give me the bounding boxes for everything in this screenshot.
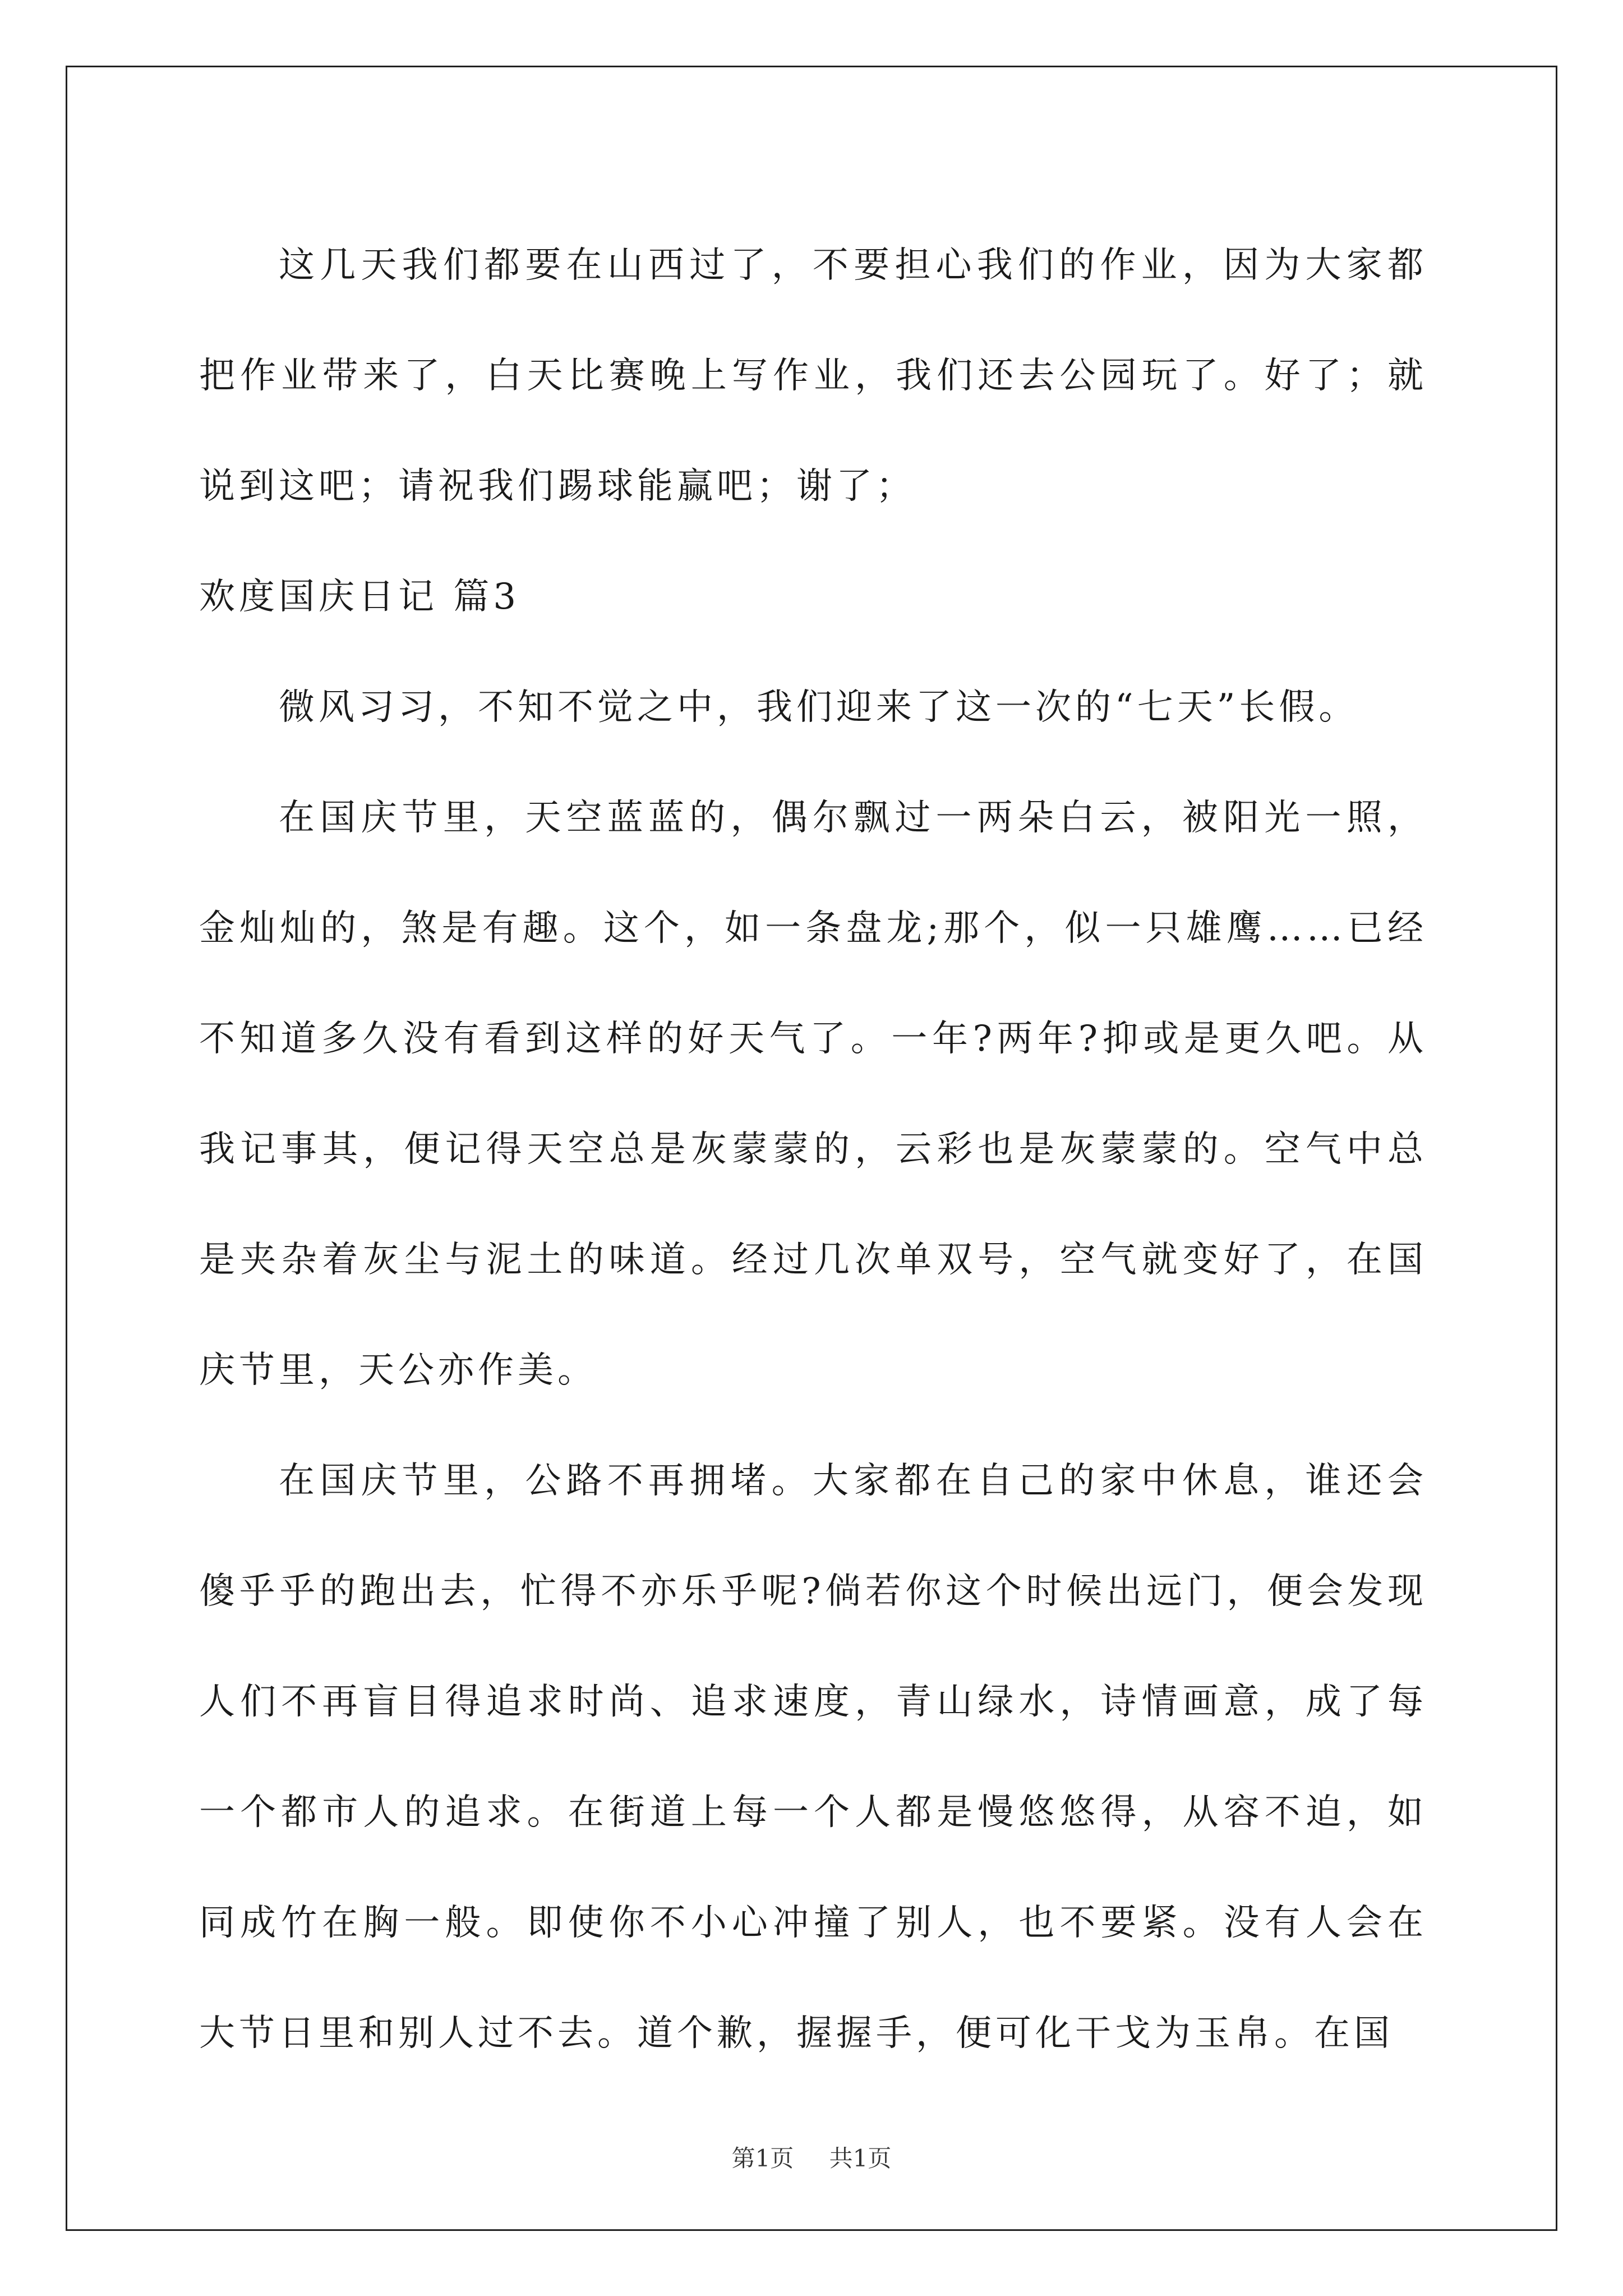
document-body: [199, 210, 1427, 2089]
paragraph-1: 微风习习，不知不觉之中，我们迎来了这一次的“七天”长假。: [279, 687, 1359, 728]
section-heading: 欢度国庆日记 篇3: [199, 576, 520, 618]
paragraph-intro: 这几天我们都要在山西过了，不要担心我们的作业，因为大家都把作业带来了，白天比赛晚上写作业，我们还去公园玩了。好了；就说到这吧；请祝我们踢球能赢吧；谢了；: [199, 245, 1427, 507]
page-number: 第1页: [731, 2145, 794, 2172]
page-footer: [0, 2140, 1623, 2174]
paragraph-3: 在国庆节里，公路不再拥堵。大家都在自己的家中休息，谁还会傻乎乎的跑出去，忙得不亦乐乎呢?倘若你这个时候出远门，便会发现人们不再盲目得追求时尚、追求速度，青山绿水，诗情画意，成了每一个都市人的追求。在街道上每一个人都是慢悠悠得，从容不迫，如同成竹在胸一般。即使你不小心冲撞了别人，也不要紧。没有人会在大节日里和别人过不去。道个歉，握握手，便可化干戈为玉帛。在国: [199, 1460, 1427, 2054]
page-total: 共1页: [829, 2145, 892, 2172]
paragraph-2: 在国庆节里，天空蓝蓝的，偶尔飘过一两朵白云，被阳光一照，金灿灿的，煞是有趣。这个，如一条盘龙;那个，似一只雄鹰……已经不知道多久没有看到这样的好天气了。一年?两年?抑或是更久吧。从我记事其，便记得天空总是灰蒙蒙的，云彩也是灰蒙蒙的。空气中总是夹杂着灰尘与泥土的味道。经过几次单双号，空气就变好了，在国庆节里，天公亦作美。: [199, 797, 1427, 1391]
